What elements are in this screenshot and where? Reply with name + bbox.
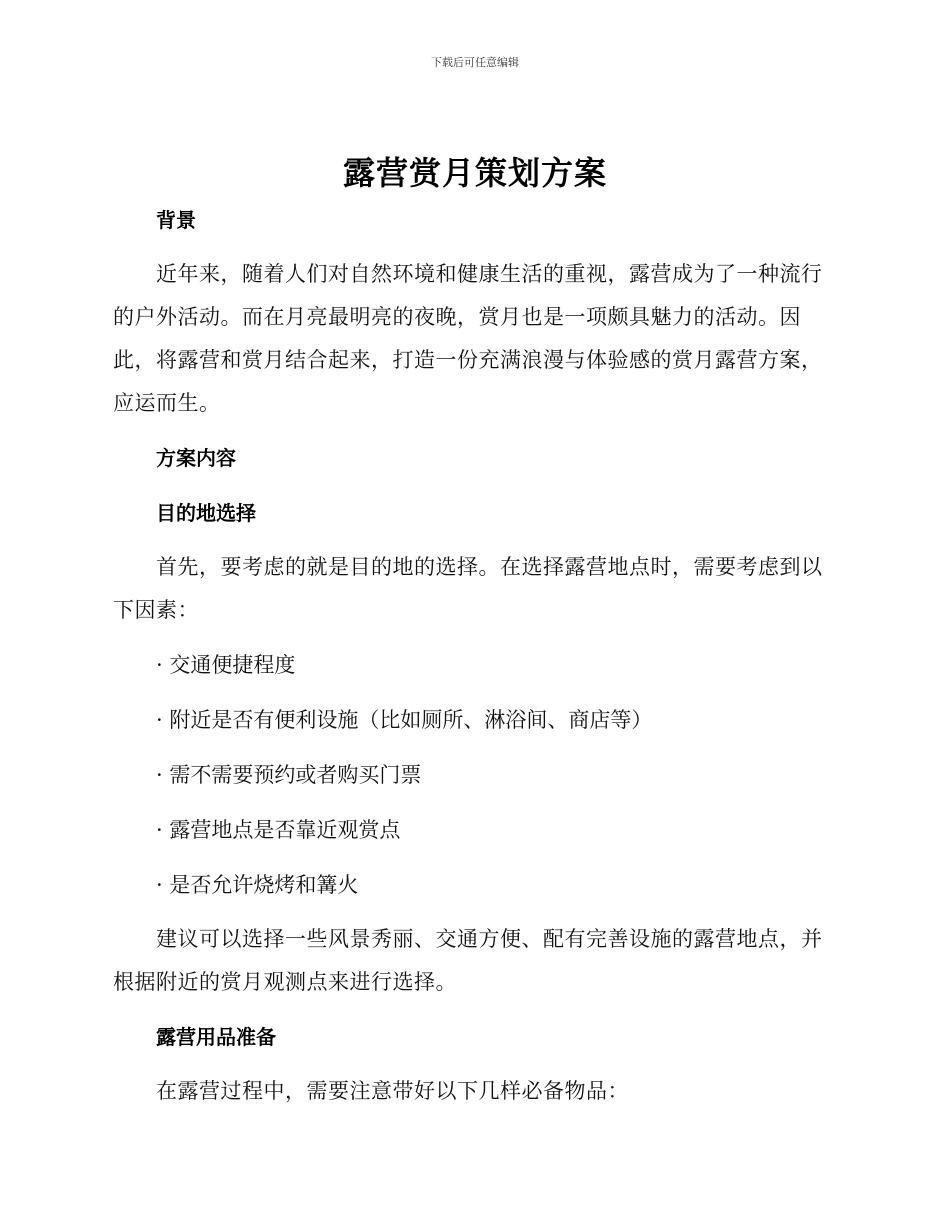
list-item: · 是否允许烧烤和篝火 (156, 873, 359, 897)
document-title: 露营赏月策划方案 (342, 154, 607, 192)
heading-destination: 目的地选择 (156, 501, 256, 525)
paragraph-background: 近年来，随着人们对自然环境和健康生活的重视，露营成为了一种流行的户外活动。而在月亮最明亮的夜晚，赏月也是一项颇具魅力的活动。因此，将露营和赏月结合起来，打造一份充满浪漫与体验感的赏月露营方案，应运而生。 (113, 262, 823, 415)
paragraph-supplies-intro: 在露营过程中，需要注意带好以下几样必备物品： (156, 1079, 629, 1103)
list-item: · 露营地点是否靠近观赏点 (156, 818, 401, 842)
list-item: · 附近是否有便利设施（比如厕所、淋浴间、商店等） (156, 708, 653, 732)
list-item: · 需不需要预约或者购买门票 (156, 763, 422, 787)
heading-plan: 方案内容 (156, 446, 236, 470)
header-note: 下载后可任意编辑 (431, 56, 519, 69)
paragraph-destination-intro: 首先，要考虑的就是目的地的选择。在选择露营地点时，需要考虑到以下因素： (113, 555, 823, 622)
heading-supplies: 露营用品准备 (156, 1025, 276, 1049)
heading-background: 背景 (156, 208, 196, 232)
list-item: · 交通便捷程度 (156, 653, 296, 677)
paragraph-destination-advice: 建议可以选择一些风景秀丽、交通方便、配有完善设施的露营地点，并根据附近的赏月观测点来进行选择。 (113, 927, 823, 994)
document-body (113, 198, 833, 1124)
